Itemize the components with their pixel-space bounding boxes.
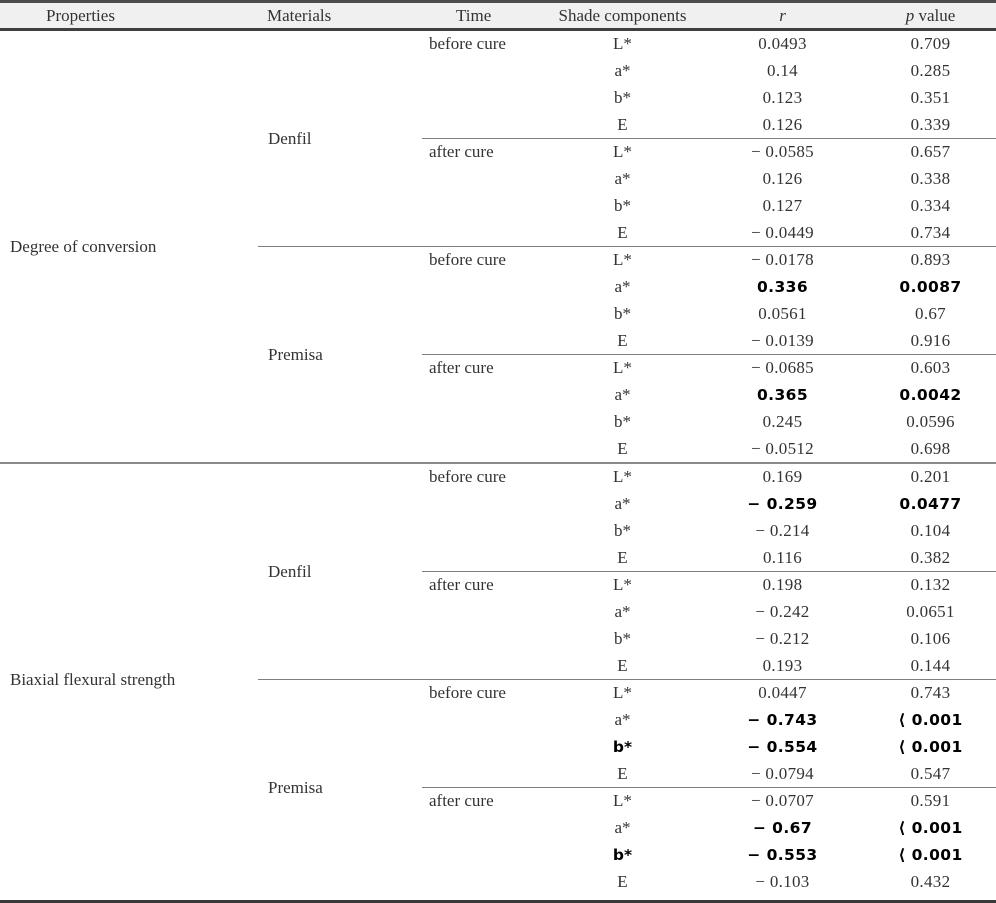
table-row — [545, 572, 996, 599]
shade-component-cell: E — [617, 222, 628, 242]
shade-component-cell: b* — [614, 87, 631, 107]
table-row — [545, 518, 996, 545]
material-label: Premisa — [268, 777, 323, 797]
property-label: Biaxial flexural strength — [10, 669, 176, 689]
p-value-cell: 0.0596 — [906, 411, 955, 431]
p-value-cell: 0.67 — [915, 303, 946, 323]
time-groups — [422, 680, 996, 895]
p-value-cell: 0.743 — [910, 683, 951, 703]
shade-component-cell: L* — [613, 791, 632, 811]
shade-component-cell: b* — [614, 520, 631, 540]
r-value-cell: 0.245 — [762, 411, 803, 431]
header-cell-r: r — [779, 5, 786, 25]
time-group — [422, 464, 996, 571]
table-row — [545, 139, 996, 166]
r-value-cell: 0.116 — [762, 547, 803, 567]
p-value-rest: value — [914, 5, 956, 25]
material-cell — [258, 247, 422, 462]
header-cell-materials: Materials — [267, 5, 332, 25]
shade-component-cell: L* — [613, 683, 632, 703]
p-value-cell: 0.698 — [910, 438, 951, 458]
p-value-cell: 0.432 — [910, 871, 951, 891]
table-row — [545, 435, 996, 462]
r-value-cell: 0.126 — [762, 169, 803, 189]
material-block — [258, 679, 996, 895]
time-label: before cure — [429, 250, 506, 270]
p-value-cell: 0.0477 — [899, 495, 962, 514]
r-value-cell: − 0.214 — [755, 520, 810, 540]
materials-group — [258, 464, 996, 895]
table-row — [545, 734, 996, 761]
shade-component-cell: a* — [614, 169, 631, 189]
property-section — [0, 462, 996, 895]
time-cell — [422, 572, 545, 599]
header-cell-shade-components: Shade components — [558, 5, 687, 25]
r-value-cell: 0.198 — [762, 575, 803, 595]
data-rows — [545, 247, 996, 354]
r-value-cell: 0.336 — [756, 278, 809, 297]
table-row — [545, 409, 996, 436]
time-cell — [422, 680, 545, 707]
data-rows — [545, 464, 996, 571]
shade-component-cell: L* — [613, 358, 632, 378]
table-row — [545, 274, 996, 301]
p-value-cell: 0.0651 — [906, 602, 955, 622]
shade-component-cell: b* — [614, 195, 631, 215]
p-value-cell: 0.709 — [910, 34, 951, 54]
time-label: before cure — [429, 34, 506, 54]
material-block — [258, 464, 996, 679]
time-group — [422, 787, 996, 895]
data-rows — [545, 355, 996, 462]
time-cell — [422, 355, 545, 382]
r-value-cell: − 0.553 — [747, 845, 818, 864]
property-section — [0, 31, 996, 462]
time-cell — [422, 139, 545, 166]
shade-component-cell: b* — [612, 737, 633, 756]
r-value-cell: − 0.554 — [747, 737, 818, 756]
r-value-cell: − 0.103 — [755, 871, 810, 891]
shade-component-cell: E — [617, 547, 628, 567]
table-row — [545, 868, 996, 895]
r-value-cell: − 0.67 — [752, 819, 813, 838]
p-value-cell: 0.201 — [910, 467, 951, 487]
r-value-cell: − 0.212 — [755, 628, 810, 648]
table-row — [545, 85, 996, 112]
shade-component-cell: a* — [614, 385, 631, 405]
data-rows — [545, 31, 996, 138]
time-cell — [422, 788, 545, 815]
p-value-cell: 0.285 — [910, 61, 951, 81]
shade-component-cell: L* — [613, 250, 632, 270]
r-value-cell: − 0.0707 — [751, 791, 814, 811]
time-label: before cure — [429, 683, 506, 703]
r-value-cell: − 0.0512 — [751, 438, 814, 458]
time-cell — [422, 247, 545, 274]
p-value-cell: 0.144 — [910, 655, 951, 675]
r-value-cell: − 0.0794 — [751, 763, 814, 783]
time-label: before cure — [429, 467, 506, 487]
r-value-cell: − 0.0685 — [751, 358, 814, 378]
time-cell — [422, 464, 545, 491]
material-block — [258, 31, 996, 246]
time-label: after cure — [429, 358, 494, 378]
shade-component-cell: b* — [614, 628, 631, 648]
time-group — [422, 354, 996, 462]
p-value-cell: ⟨ 0.001 — [898, 819, 963, 838]
shade-component-cell: a* — [614, 494, 631, 514]
p-value-cell: 0.603 — [910, 358, 951, 378]
table-row — [545, 464, 996, 491]
shade-component-cell: E — [617, 330, 628, 350]
shade-component-cell: b* — [614, 411, 631, 431]
table-body — [0, 31, 996, 895]
p-value-cell: 0.591 — [910, 791, 951, 811]
table-row — [545, 247, 996, 274]
shade-component-cell: L* — [613, 142, 632, 162]
table-row — [545, 544, 996, 571]
shade-component-cell: a* — [614, 710, 631, 730]
table-row — [545, 491, 996, 518]
table-row — [545, 652, 996, 679]
time-groups — [422, 247, 996, 462]
time-groups — [422, 464, 996, 679]
table-row — [545, 327, 996, 354]
data-rows — [545, 572, 996, 679]
time-group — [422, 680, 996, 787]
table-header — [0, 3, 996, 31]
table-row — [545, 31, 996, 58]
property-cell — [0, 464, 258, 895]
materials-group — [258, 31, 996, 462]
time-label: after cure — [429, 575, 494, 595]
shade-component-cell: L* — [613, 467, 632, 487]
time-groups — [422, 31, 996, 246]
shade-component-cell: b* — [614, 303, 631, 323]
time-group — [422, 138, 996, 246]
table-row — [545, 355, 996, 382]
r-value-cell: − 0.259 — [747, 495, 818, 514]
material-label: Denfil — [268, 561, 312, 581]
table-row — [545, 301, 996, 328]
time-group — [422, 571, 996, 679]
r-value-cell: 0.0561 — [758, 303, 807, 323]
p-value-cell: 0.132 — [910, 575, 951, 595]
p-value-cell: 0.0087 — [899, 278, 962, 297]
material-label: Denfil — [268, 128, 312, 148]
data-rows — [545, 139, 996, 246]
material-block — [258, 246, 996, 462]
shade-component-cell: a* — [614, 277, 631, 297]
data-rows — [545, 788, 996, 895]
header-cell-p-value — [865, 6, 996, 26]
r-value-cell: 0.0493 — [758, 34, 807, 54]
r-value-cell: − 0.0449 — [751, 222, 814, 242]
property-label: Degree of conversion — [10, 236, 157, 256]
table-row — [545, 111, 996, 138]
data-rows — [545, 680, 996, 787]
shade-component-cell: L* — [613, 575, 632, 595]
table-row — [545, 382, 996, 409]
material-cell — [258, 464, 422, 679]
p-value-cell: 0.734 — [910, 222, 951, 242]
p-value-cell: 0.916 — [910, 330, 951, 350]
p-value-cell: ⟨ 0.001 — [898, 845, 963, 864]
table-row — [545, 599, 996, 626]
p-value-cell: 0.339 — [910, 114, 951, 134]
time-label: after cure — [429, 142, 494, 162]
r-value-cell: 0.365 — [756, 386, 809, 405]
table-row — [545, 58, 996, 85]
shade-component-cell: E — [617, 438, 628, 458]
p-value-cell: 0.893 — [910, 250, 951, 270]
shade-component-cell: L* — [613, 34, 632, 54]
table-row — [545, 788, 996, 815]
shade-component-cell: E — [617, 655, 628, 675]
p-italic: p — [905, 5, 915, 25]
r-value-cell: 0.123 — [762, 87, 803, 107]
time-label: after cure — [429, 791, 494, 811]
table-row — [545, 166, 996, 193]
shade-component-cell: E — [617, 871, 628, 891]
table-row — [545, 815, 996, 842]
material-label: Premisa — [268, 344, 323, 364]
shade-component-cell: a* — [614, 602, 631, 622]
shade-component-cell: E — [617, 114, 628, 134]
table-row — [545, 680, 996, 707]
r-value-cell: − 0.0178 — [751, 250, 814, 270]
p-value-cell: 0.657 — [910, 142, 951, 162]
time-group — [422, 31, 996, 138]
table-row — [545, 193, 996, 220]
p-value-cell: 0.334 — [910, 195, 951, 215]
r-value-cell: − 0.743 — [747, 711, 818, 730]
p-value-cell: ⟨ 0.001 — [898, 737, 963, 756]
table-row — [545, 760, 996, 787]
time-group — [422, 247, 996, 354]
table-row — [545, 219, 996, 246]
table-row — [545, 707, 996, 734]
r-value-cell: 0.193 — [762, 655, 803, 675]
p-value-cell: 0.338 — [910, 169, 951, 189]
time-cell — [422, 31, 545, 58]
r-value-cell: − 0.0139 — [751, 330, 814, 350]
header-cell-time: Time — [456, 5, 492, 25]
r-value-cell: 0.127 — [762, 195, 803, 215]
p-value-cell: 0.104 — [910, 520, 951, 540]
r-value-cell: − 0.0585 — [751, 142, 814, 162]
r-value-cell: − 0.242 — [755, 602, 810, 622]
property-cell — [0, 31, 258, 462]
r-value-cell: 0.14 — [767, 61, 798, 81]
p-value-cell: ⟨ 0.001 — [898, 711, 963, 730]
table-row — [545, 842, 996, 869]
p-value-cell: 0.106 — [910, 628, 951, 648]
r-value-cell: 0.169 — [762, 467, 803, 487]
table-row — [545, 626, 996, 653]
r-value-cell: 0.126 — [762, 114, 803, 134]
p-value-cell: 0.547 — [910, 763, 951, 783]
shade-component-cell: b* — [612, 845, 633, 864]
header-cell-properties: Properties — [46, 5, 115, 25]
p-value-cell: 0.0042 — [899, 386, 962, 405]
r-value-cell: 0.0447 — [758, 683, 807, 703]
p-value-cell: 0.351 — [910, 87, 951, 107]
material-cell — [258, 31, 422, 246]
shade-component-cell: E — [617, 763, 628, 783]
p-value-cell: 0.382 — [910, 547, 951, 567]
material-cell — [258, 680, 422, 895]
shade-component-cell: a* — [614, 61, 631, 81]
shade-component-cell: a* — [614, 818, 631, 838]
